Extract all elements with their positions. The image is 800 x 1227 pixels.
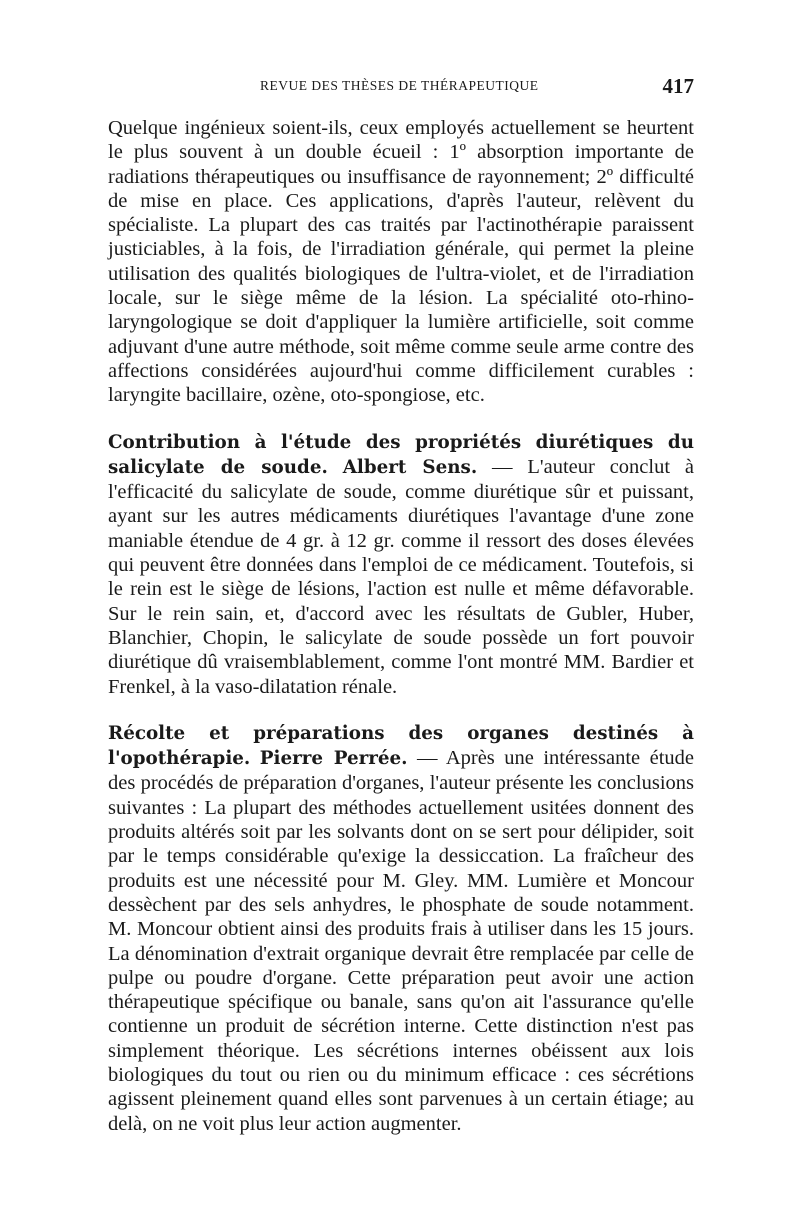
- paragraph-text: — L'auteur conclut à l'efficacité du salicylate de soude, comme diurétique sûr et puissant, ayant sur les autres médicaments diurétiques l'avantage d'une zone maniable étendue de 4 gr. à 12 gr. comme il ressort des doses élevées qui peuvent être données dans l'emploi de ce médicament. Toutefois, si le rein est le siège de lésions, l'action est nulle et même défavorable. Sur le rein sain, et, d'accord avec les résultats de Gubler, Huber, Blanchier, Chopin, le salicylate de soude possède un fort pouvoir diurétique dû vraisemblablement, comme l'ont montré MM. Bardier et Frenkel, à la vaso-dilatation rénale.: [108, 455, 694, 698]
- body-text: [108, 116, 694, 1136]
- entry-title: Contribution à l'étude des propriétés diurétiques du salicylate de soude.: [108, 431, 694, 478]
- paragraph-intro: [108, 116, 694, 408]
- page-header: [108, 74, 694, 96]
- entry-author: Pierre Perrée.: [259, 748, 408, 770]
- running-title: REVUE DES THÈSES DE THÉRAPEUTIQUE: [260, 78, 539, 93]
- paragraph-salicylate: [108, 430, 694, 699]
- paragraph-text: Quelque ingénieux soient-ils, ceux employés actuellement se heurtent le plus souvent à un double écueil : 1º absorption importante de radiations thérapeutiques ou insuffisance de rayonnement; 2º difficulté de mise en place. Ces applications, d'après l'auteur, relèvent du spécialiste. La plupart des cas traités par l'actinothérapie paraissent justiciables, à la fois, de l'irradiation générale, qui permet la pleine utilisation des qualités biologiques de l'ultra-violet, et de l'irradiation locale, sur le siège même de la lésion. La spécialité oto-rhino-laryngologique se doit d'appliquer la lumière artificielle, soit comme adjuvant d'une autre méthode, soit même comme seule arme contre des affections considérées aujourd'hui comme difficilement curables : laryngite bacillaire, ozène, oto-spongiose, etc.: [108, 117, 694, 407]
- entry-author: Albert Sens.: [342, 456, 478, 478]
- entry-title: Récolte et préparations des organes destinés à l'opothérapie.: [108, 722, 694, 770]
- paragraph-opotherapie: [108, 721, 694, 1136]
- page-number: 417: [662, 74, 694, 98]
- paragraph-text: — Après une intéressante étude des procédés de préparation d'organes, l'auteur présente les conclusions suivantes : La plupart des méthodes actuellement usitées donnent des produits altérés soit par les solvants dont on se sert pour délipider, soit par le temps considérable qu'exige la dessiccation. La fraîcheur des produits est une nécessité pour M. Gley. MM. Lumière et Moncour dessèchent par des sels anhydres, le phosphate de soude notamment. M. Moncour obtient ainsi des produits frais à utiliser dans les 15 jours. La dénomination d'extrait organique devrait être remplacée par celle de pulpe ou poudre d'organe. Cette préparation peut avoir une action thérapeutique spécifique ou banale, sans qu'on ait l'assurance qu'elle contienne un produit de sécrétion interne. Cette distinction n'est pas simplement théorique. Les sécrétions internes obéissent aux lois biologiques du tout ou rien ou du minimum efficace : ces sécrétions agissent pleinement quand elles sont parvenues à un certain étiage; au delà, on ne voit plus leur action augmenter.: [108, 747, 694, 1135]
